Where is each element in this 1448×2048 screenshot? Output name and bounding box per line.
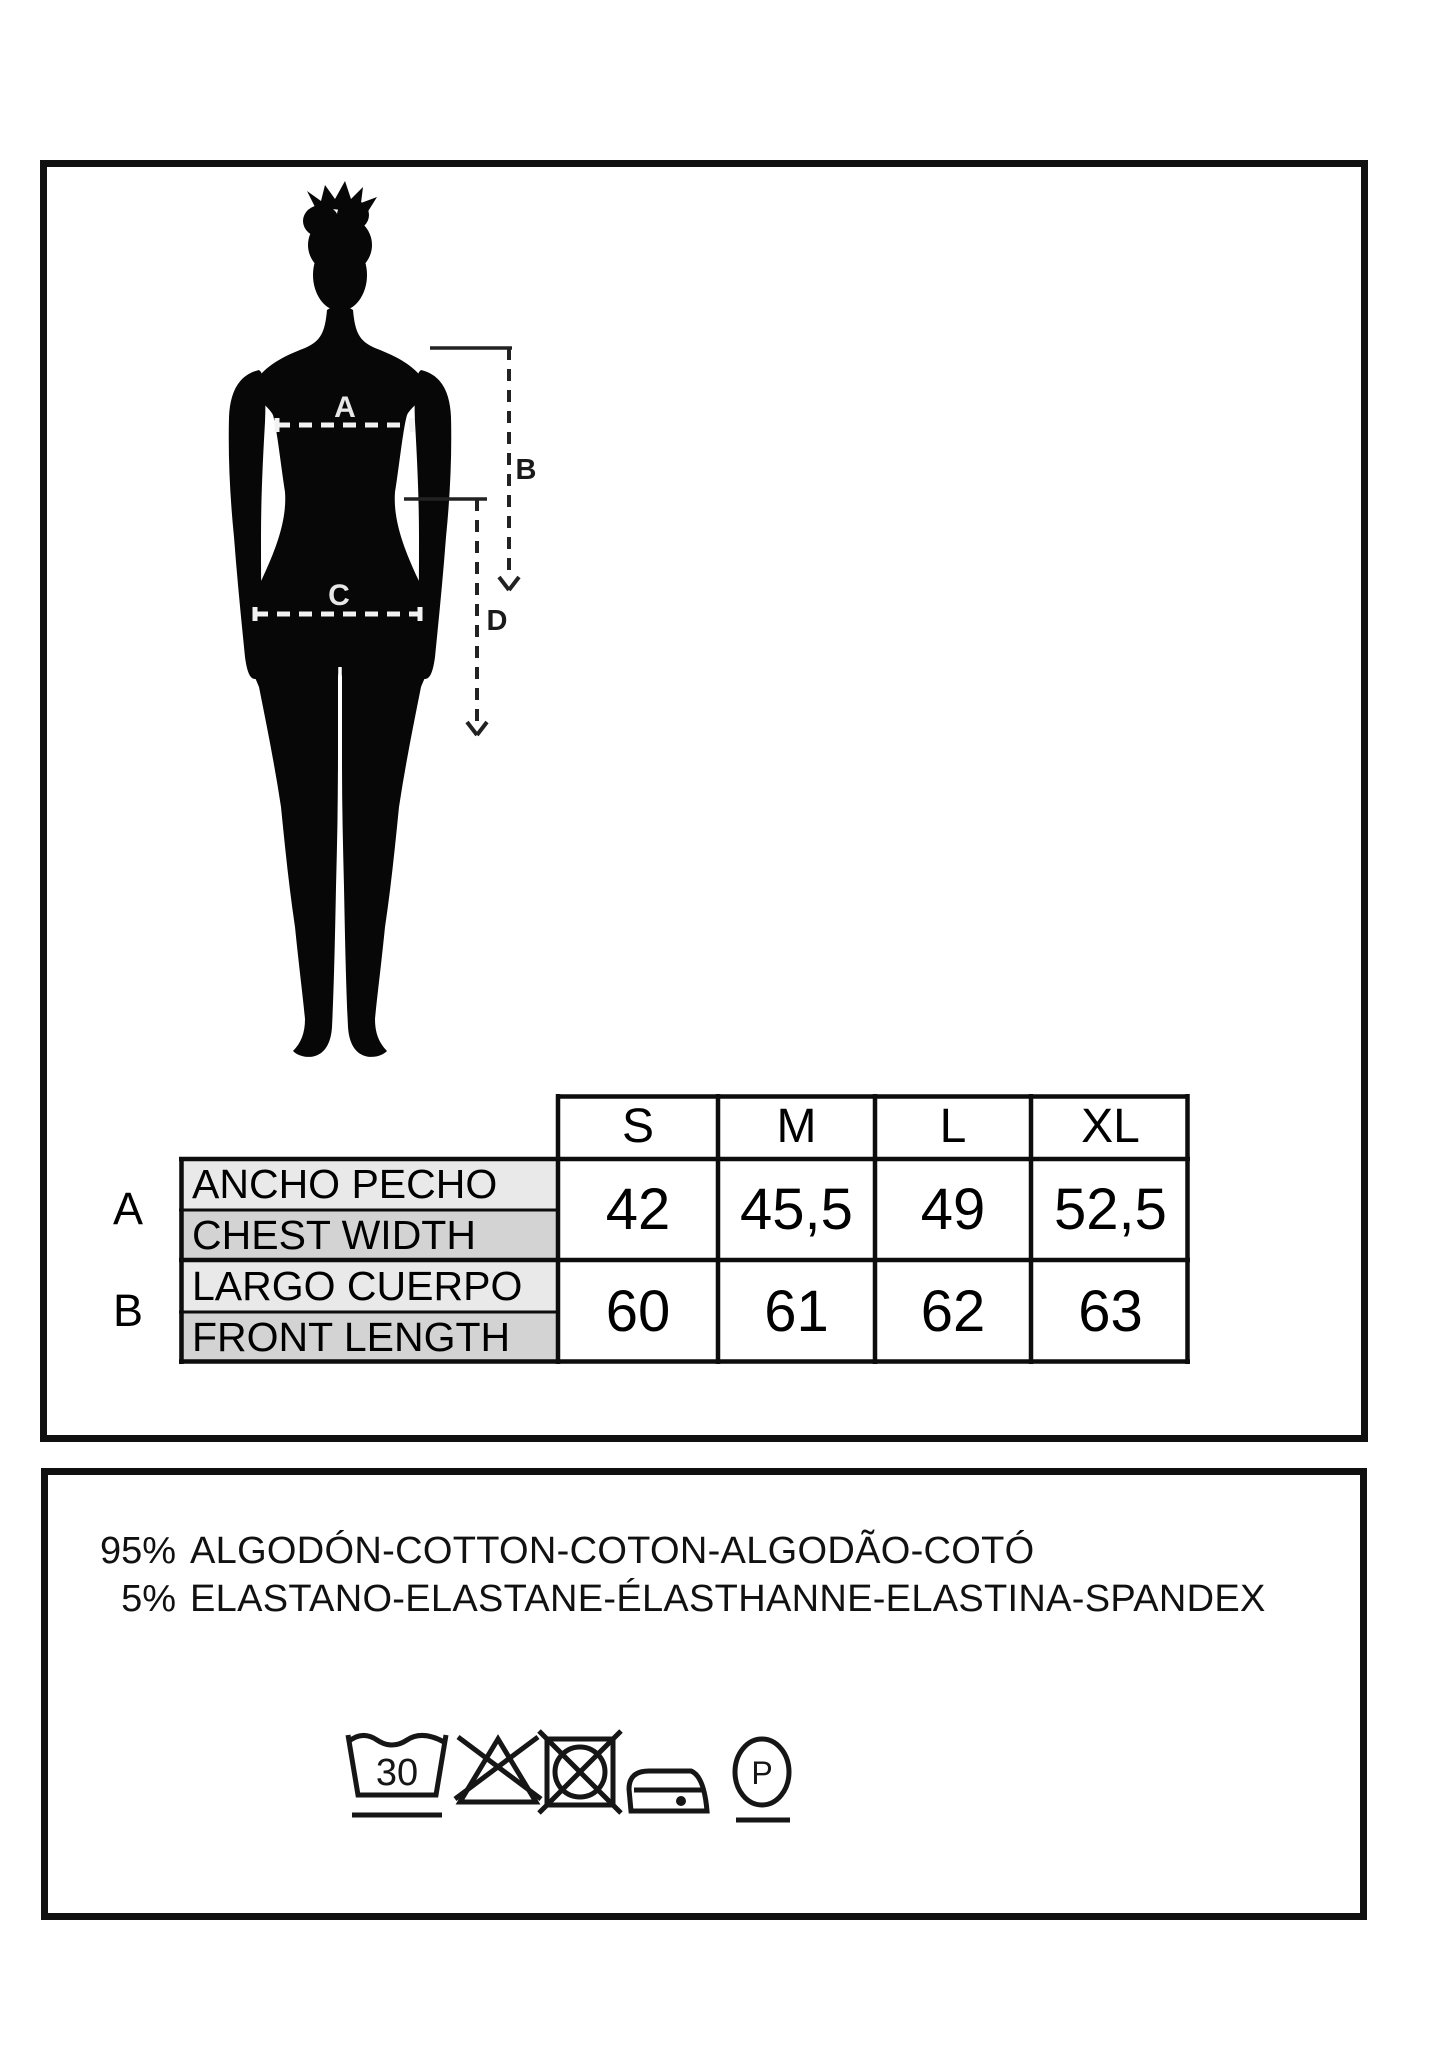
size-diagram-panel [40,160,1368,1442]
do-not-bleach-icon [455,1737,541,1802]
size-column-header-l: L [939,1100,967,1153]
size-column-header-xl: XL [1081,1100,1140,1153]
composition-line-2 [98,1575,1266,1623]
fabric-composition [98,1527,1266,1623]
value-b-m: 61 [764,1278,829,1344]
composition-line-1 [98,1527,1266,1575]
silhouette-right-arm [415,370,452,679]
dry-clean-letter: P [751,1755,773,1791]
value-a-xl: 52,5 [1054,1177,1167,1242]
table-grid-lines [179,1094,1190,1364]
leg-gap-line [339,667,340,1023]
composition-pct-1: 95% [99,1530,176,1572]
measure-label-d: D [486,605,508,637]
value-b-l: 62 [920,1278,986,1344]
measure-label-b: B [515,454,537,486]
measure-label-a: A [334,391,356,424]
value-b-xl: 63 [1078,1278,1143,1344]
wash-temp-label: 30 [375,1752,419,1794]
value-a-m: 45,5 [740,1177,853,1242]
size-table [179,1094,1190,1364]
iron-one-dot-icon [629,1771,707,1811]
table-row-letter-a: A [112,1183,143,1234]
row-a-label-en: CHEST WIDTH [179,1210,558,1260]
value-a-s: 42 [605,1177,671,1242]
row-b-label-es: LARGO CUERPO [179,1260,558,1312]
row-a-label-es: ANCHO PECHO [179,1159,558,1210]
wash-30-icon [348,1735,446,1815]
composition-pct-2: 5% [121,1578,176,1620]
silhouette-head [313,239,367,311]
do-not-tumble-dry-icon [539,1731,621,1813]
value-a-l: 49 [920,1177,986,1242]
dry-clean-p-icon [735,1739,790,1820]
row-b-label-en: FRONT LENGTH [179,1312,558,1362]
table-row-letter-b: B [112,1285,143,1336]
care-panel [41,1468,1367,1920]
size-column-header-s: S [621,1100,654,1153]
measure-label-c: C [328,579,350,612]
care-symbols [338,1727,798,1832]
silhouette-left-arm [229,370,266,679]
composition-text-2: ELASTANO-ELASTANE-ÉLASTHANNE-ELASTINA-SPANDEX [190,1578,1266,1620]
size-column-header-m: M [776,1100,817,1153]
composition-text-1: ALGODÓN-COTTON-COTON-ALGODÃO-COTÓ [190,1530,1035,1572]
value-b-s: 60 [605,1278,671,1344]
